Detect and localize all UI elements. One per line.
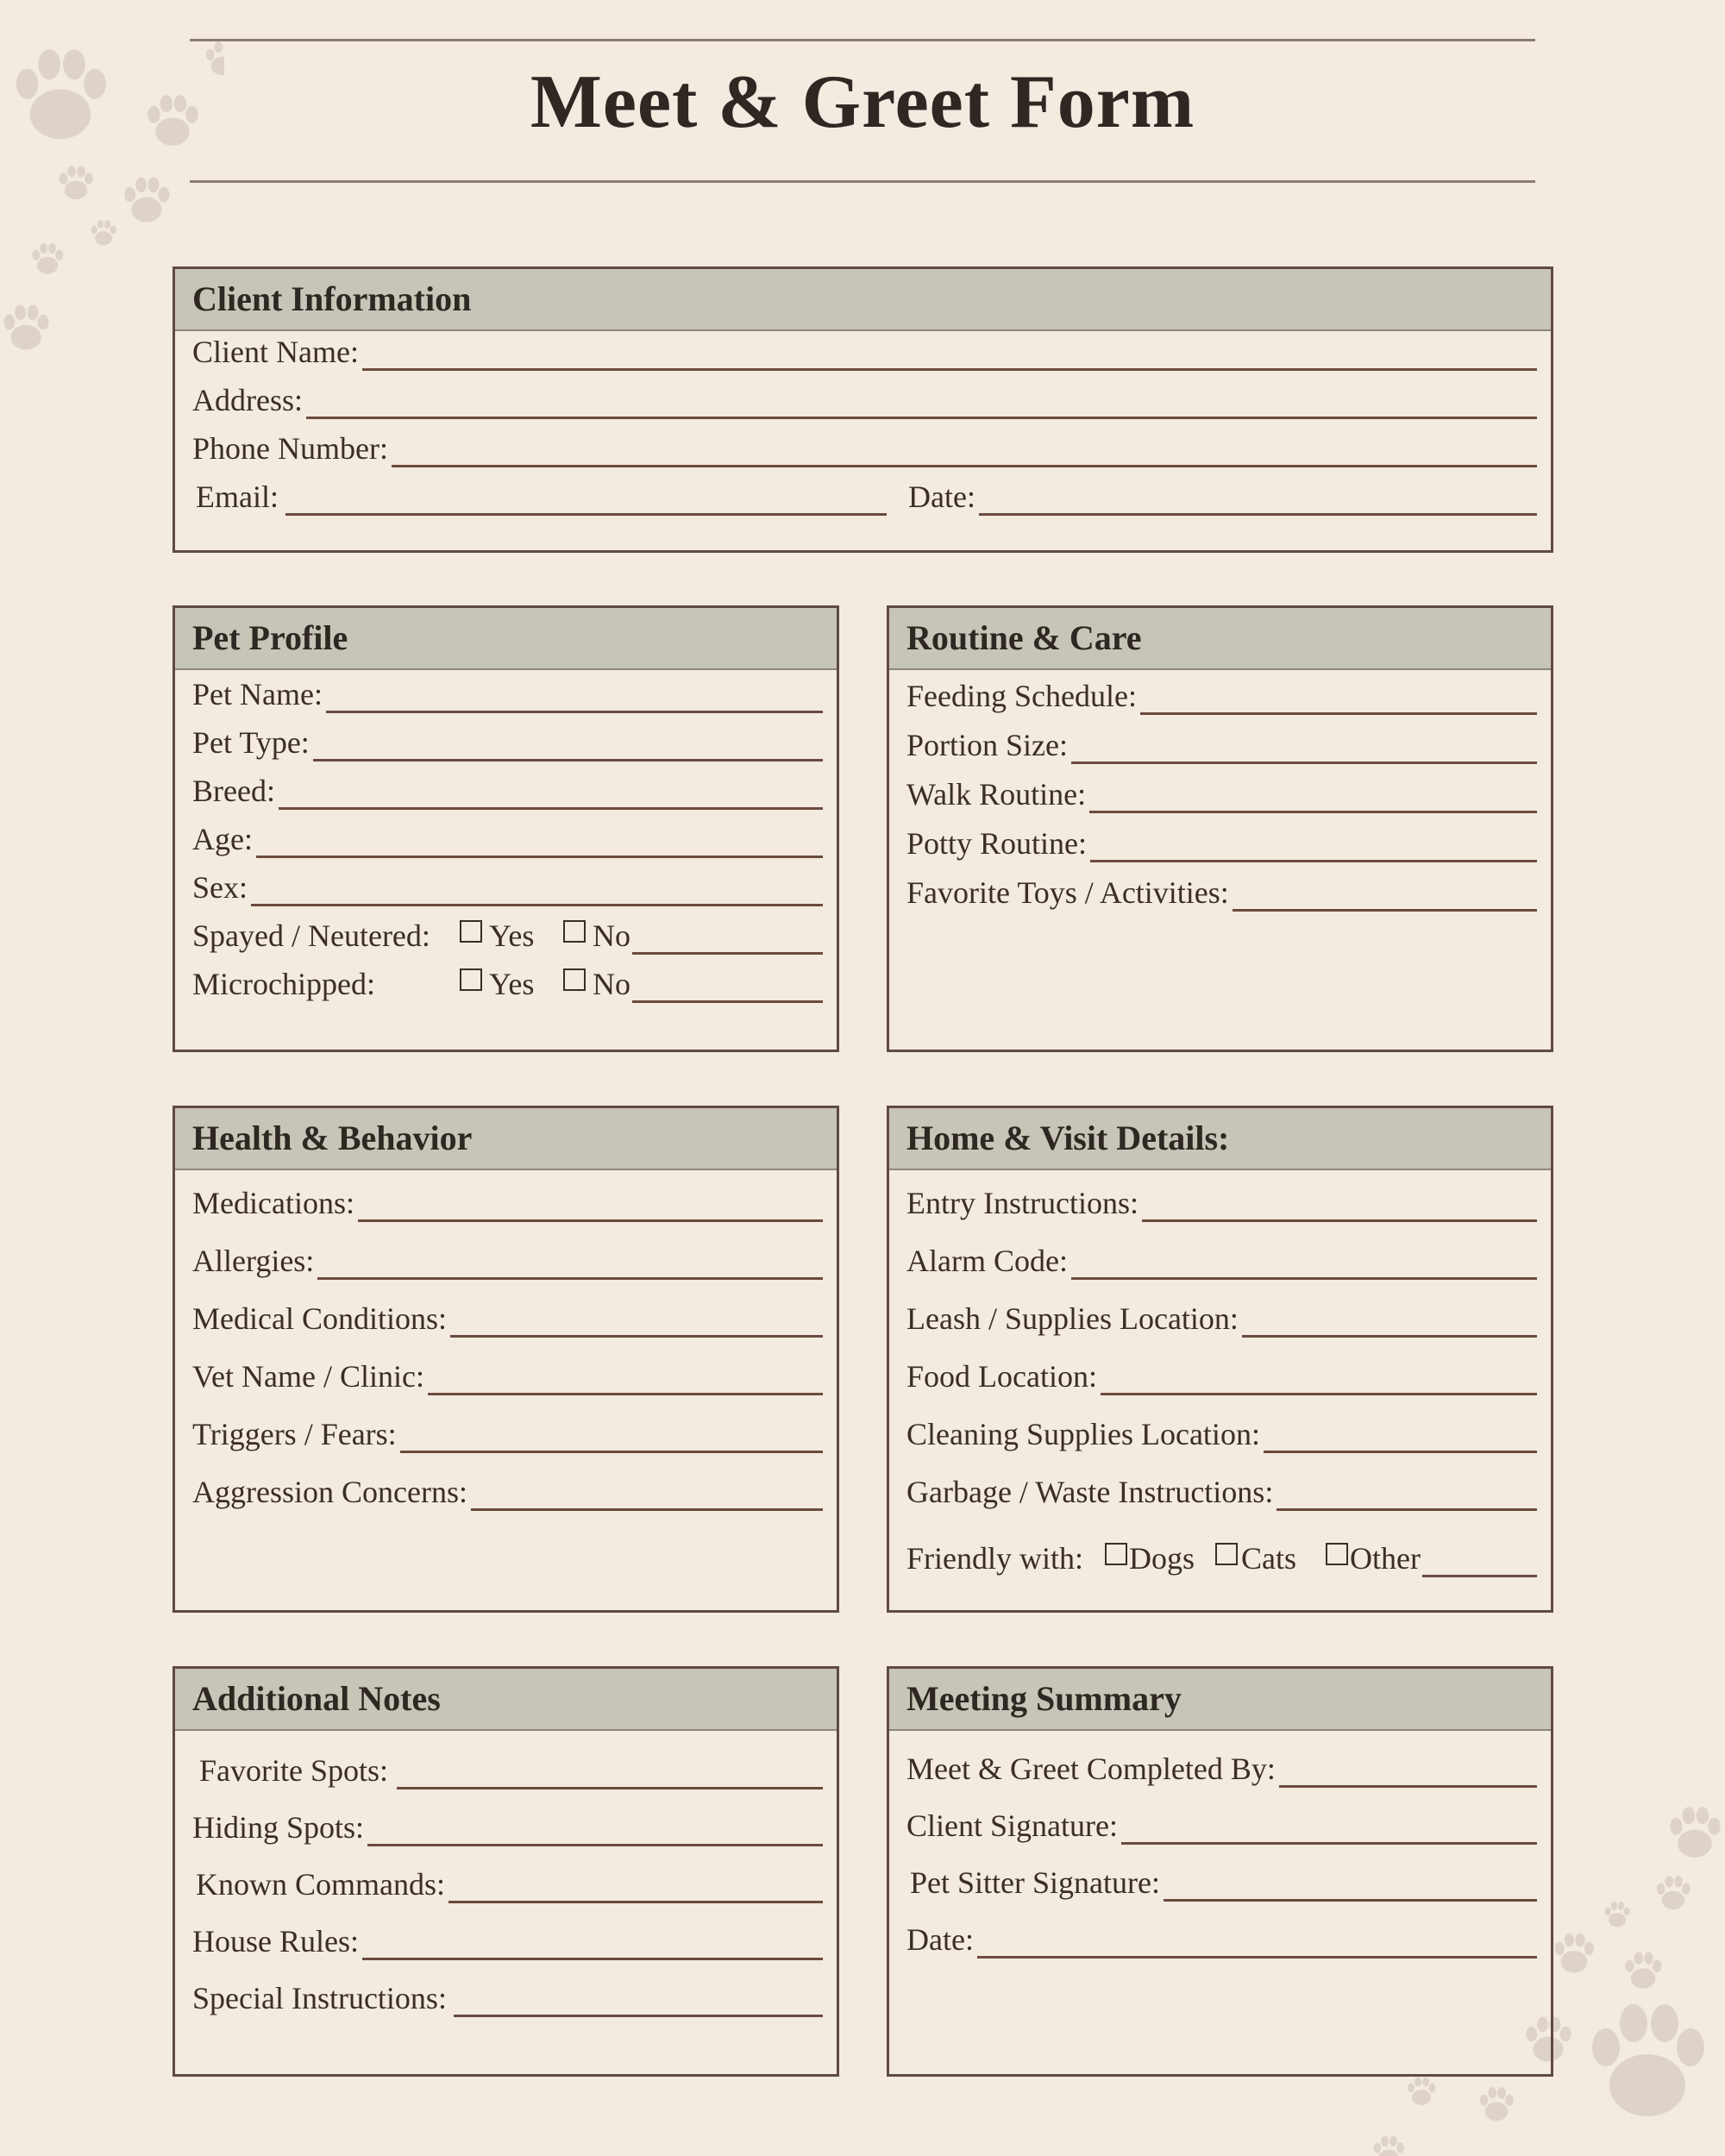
field-label: Potty Routine:	[906, 826, 1088, 861]
title-rule-top	[190, 39, 1535, 41]
field-label: Walk Routine:	[906, 777, 1087, 812]
checkbox[interactable]	[1105, 1543, 1127, 1565]
field-label: Garbage / Waste Instructions:	[906, 1475, 1274, 1509]
field-label: Medical Conditions:	[192, 1301, 447, 1336]
field-label: Pet Name:	[192, 677, 323, 711]
field-label: House Rules:	[192, 1924, 359, 1959]
field-label: Age:	[192, 822, 253, 856]
field-label: Friendly with:	[906, 1541, 1083, 1576]
fill-line[interactable]	[362, 334, 1537, 371]
paw-icon	[1657, 1876, 1690, 1909]
fill-line[interactable]	[1276, 1474, 1537, 1511]
fill-line[interactable]	[1422, 1540, 1537, 1577]
vet-clinic-field[interactable]	[192, 1356, 823, 1395]
field-label: Special Instructions:	[192, 1981, 447, 2015]
field-label: Allergies:	[192, 1244, 315, 1278]
fill-line[interactable]	[1233, 874, 1537, 912]
option-label: Other	[1350, 1541, 1421, 1576]
field-label: Microchipped:	[192, 967, 375, 1001]
fill-line[interactable]	[1071, 727, 1537, 764]
client-date-field[interactable]	[908, 476, 1537, 516]
field-label: Client Signature:	[906, 1808, 1118, 1843]
paw-icon	[1480, 2087, 1514, 2121]
email-field[interactable]	[196, 476, 887, 516]
field-label: Triggers / Fears:	[192, 1417, 397, 1451]
field-label: Medications:	[192, 1186, 354, 1220]
fill-line[interactable]	[1142, 1185, 1537, 1222]
fill-line[interactable]	[1101, 1358, 1537, 1395]
field-label: Known Commands:	[196, 1867, 446, 1902]
field-label: Address:	[192, 383, 303, 417]
aggression-concerns-field[interactable]	[192, 1471, 823, 1511]
fill-line[interactable]	[1071, 1243, 1537, 1280]
field-label: Aggression Concerns:	[192, 1475, 467, 1509]
potty-routine-field[interactable]	[906, 823, 1537, 862]
completed-by-field[interactable]	[906, 1748, 1537, 1788]
field-label: Entry Instructions:	[906, 1186, 1138, 1220]
entry-instructions-field[interactable]	[906, 1182, 1537, 1222]
checkbox[interactable]	[563, 920, 586, 943]
fill-line[interactable]	[256, 821, 823, 858]
checkbox[interactable]	[1215, 1543, 1238, 1565]
house-rules-field[interactable]	[192, 1921, 823, 1960]
paw-icon	[1670, 1807, 1721, 1858]
title-rule-bottom	[190, 180, 1535, 183]
checkbox[interactable]	[563, 968, 586, 991]
fill-line[interactable]	[977, 1921, 1537, 1959]
paw-icon	[1605, 1902, 1630, 1927]
fill-line[interactable]	[1140, 678, 1537, 715]
section-heading: Home & Visit Details:	[889, 1108, 1551, 1170]
option-label: Dogs	[1129, 1541, 1195, 1576]
friendly-other-option[interactable]	[1326, 1543, 1421, 1577]
fill-line[interactable]	[358, 1185, 823, 1222]
paw-icon	[1373, 2136, 1404, 2156]
feeding-schedule-field[interactable]	[906, 675, 1537, 715]
section-heading: Additional Notes	[175, 1669, 837, 1731]
favorite-toys-field[interactable]	[906, 872, 1537, 912]
option-label: Yes	[489, 967, 535, 1001]
checkbox[interactable]	[1326, 1543, 1348, 1565]
fill-line[interactable]	[285, 479, 887, 516]
option-label: No	[593, 918, 630, 953]
option-label: Cats	[1241, 1541, 1297, 1576]
field-label: Pet Sitter Signature:	[910, 1865, 1160, 1900]
fill-line[interactable]	[397, 1752, 823, 1789]
medications-field[interactable]	[192, 1182, 823, 1222]
spayed-no-option[interactable]	[563, 920, 630, 955]
microchipped-yes-option[interactable]	[460, 968, 563, 1003]
field-label: Food Location:	[906, 1359, 1097, 1394]
microchipped-field	[192, 963, 823, 1003]
field-label: Date:	[908, 479, 975, 514]
pet-profile-section	[172, 605, 839, 1052]
checkbox[interactable]	[460, 968, 482, 991]
field-label: Alarm Code:	[906, 1244, 1068, 1278]
alarm-code-field[interactable]	[906, 1240, 1537, 1280]
fill-line[interactable]	[317, 1243, 823, 1280]
triggers-fears-field[interactable]	[192, 1413, 823, 1453]
fill-line[interactable]	[400, 1416, 823, 1453]
field-label: Cleaning Supplies Location:	[906, 1417, 1260, 1451]
field-label: Breed:	[192, 774, 275, 808]
allergies-field[interactable]	[192, 1240, 823, 1280]
section-heading: Routine & Care	[889, 608, 1551, 670]
fill-line[interactable]	[448, 1866, 823, 1903]
fill-line[interactable]	[1089, 776, 1537, 813]
fill-line[interactable]	[1164, 1865, 1537, 1902]
fill-line[interactable]	[632, 966, 823, 1003]
fill-line[interactable]	[326, 676, 823, 713]
fill-line[interactable]	[392, 430, 1537, 467]
field-label: Email:	[196, 479, 279, 514]
fill-line[interactable]	[471, 1474, 823, 1511]
fill-line[interactable]	[1279, 1751, 1537, 1788]
fill-line[interactable]	[428, 1358, 823, 1395]
fill-line[interactable]	[979, 479, 1537, 516]
paw-icon	[1555, 1934, 1595, 1973]
client-information-section	[172, 266, 1553, 553]
friendly-dogs-option[interactable]	[1105, 1543, 1215, 1577]
address-field[interactable]	[192, 379, 1537, 419]
portion-size-field[interactable]	[906, 724, 1537, 764]
fill-line[interactable]	[1264, 1416, 1537, 1453]
fill-line[interactable]	[362, 1923, 823, 1960]
paw-icon	[1625, 1952, 1661, 1989]
client-signature-field[interactable]	[906, 1805, 1537, 1845]
age-field[interactable]	[192, 818, 823, 858]
paw-icon	[3, 305, 48, 350]
food-location-field[interactable]	[906, 1356, 1537, 1395]
cleaning-supplies-field[interactable]	[906, 1413, 1537, 1453]
option-label: No	[593, 967, 630, 1001]
sex-field[interactable]	[192, 867, 823, 906]
fill-line[interactable]	[454, 1980, 823, 2017]
walk-routine-field[interactable]	[906, 774, 1537, 813]
meeting-summary-section	[887, 1666, 1553, 2077]
field-label: Meet & Greet Completed By:	[906, 1752, 1276, 1786]
paw-icon	[1592, 2004, 1704, 2116]
fill-line[interactable]	[1121, 1808, 1537, 1845]
field-label: Client Name:	[192, 335, 359, 369]
health-behavior-section	[172, 1106, 839, 1613]
section-heading: Client Information	[175, 269, 1551, 331]
special-instructions-field[interactable]	[192, 1977, 823, 2017]
page-title: Meet & Greet Form	[530, 60, 1195, 144]
field-label: Vet Name / Clinic:	[192, 1359, 424, 1394]
field-label: Pet Type:	[192, 725, 310, 760]
paw-icon	[32, 243, 63, 274]
field-label: Date:	[906, 1922, 974, 1957]
pet-sitter-signature-field[interactable]	[910, 1862, 1537, 1902]
phone-number-field[interactable]	[192, 428, 1537, 467]
section-heading: Health & Behavior	[175, 1108, 837, 1170]
field-label: Favorite Spots:	[199, 1753, 389, 1788]
home-visit-details-section	[887, 1106, 1553, 1613]
spayed-yes-option[interactable]	[460, 920, 563, 955]
paw-icon	[91, 220, 116, 245]
field-label: Favorite Toys / Activities:	[906, 875, 1229, 910]
fill-line[interactable]	[251, 869, 823, 906]
fill-line[interactable]	[632, 918, 823, 955]
section-heading: Pet Profile	[175, 608, 837, 670]
option-label: Yes	[489, 918, 535, 953]
fill-line[interactable]	[313, 724, 823, 761]
field-label: Hiding Spots:	[192, 1810, 365, 1845]
hiding-spots-field[interactable]	[192, 1807, 823, 1846]
field-label: Feeding Schedule:	[906, 679, 1137, 713]
leash-supplies-field[interactable]	[906, 1298, 1537, 1338]
fill-line[interactable]	[450, 1300, 823, 1338]
microchipped-no-option[interactable]	[563, 968, 630, 1003]
medical-conditions-field[interactable]	[192, 1298, 823, 1338]
summary-date-field[interactable]	[906, 1919, 1537, 1959]
fill-line[interactable]	[279, 773, 823, 810]
fill-line[interactable]	[367, 1809, 823, 1846]
routine-care-section	[887, 605, 1553, 1052]
known-commands-field[interactable]	[196, 1864, 823, 1903]
field-label: Phone Number:	[192, 431, 388, 466]
field-label: Sex:	[192, 870, 248, 905]
pet-name-field[interactable]	[192, 674, 823, 713]
breed-field[interactable]	[192, 770, 823, 810]
fill-line[interactable]	[306, 382, 1537, 419]
field-label: Leash / Supplies Location:	[906, 1301, 1239, 1336]
section-heading: Meeting Summary	[889, 1669, 1551, 1731]
field-label: Portion Size:	[906, 728, 1068, 762]
friendly-cats-option[interactable]	[1215, 1543, 1326, 1577]
spayed-neutered-field	[192, 915, 823, 955]
friendly-with-field	[906, 1538, 1537, 1577]
client-name-field[interactable]	[192, 331, 1537, 371]
checkbox[interactable]	[460, 920, 482, 943]
paw-icon	[124, 178, 169, 222]
pet-type-field[interactable]	[192, 722, 823, 761]
favorite-spots-field[interactable]	[199, 1750, 823, 1789]
additional-notes-section	[172, 1666, 839, 2077]
field-label: Spayed / Neutered:	[192, 918, 430, 953]
fill-line[interactable]	[1242, 1300, 1537, 1338]
garbage-waste-field[interactable]	[906, 1471, 1537, 1511]
paw-icon	[1408, 2078, 1436, 2106]
fill-line[interactable]	[1090, 825, 1537, 862]
paw-icon	[60, 166, 93, 199]
